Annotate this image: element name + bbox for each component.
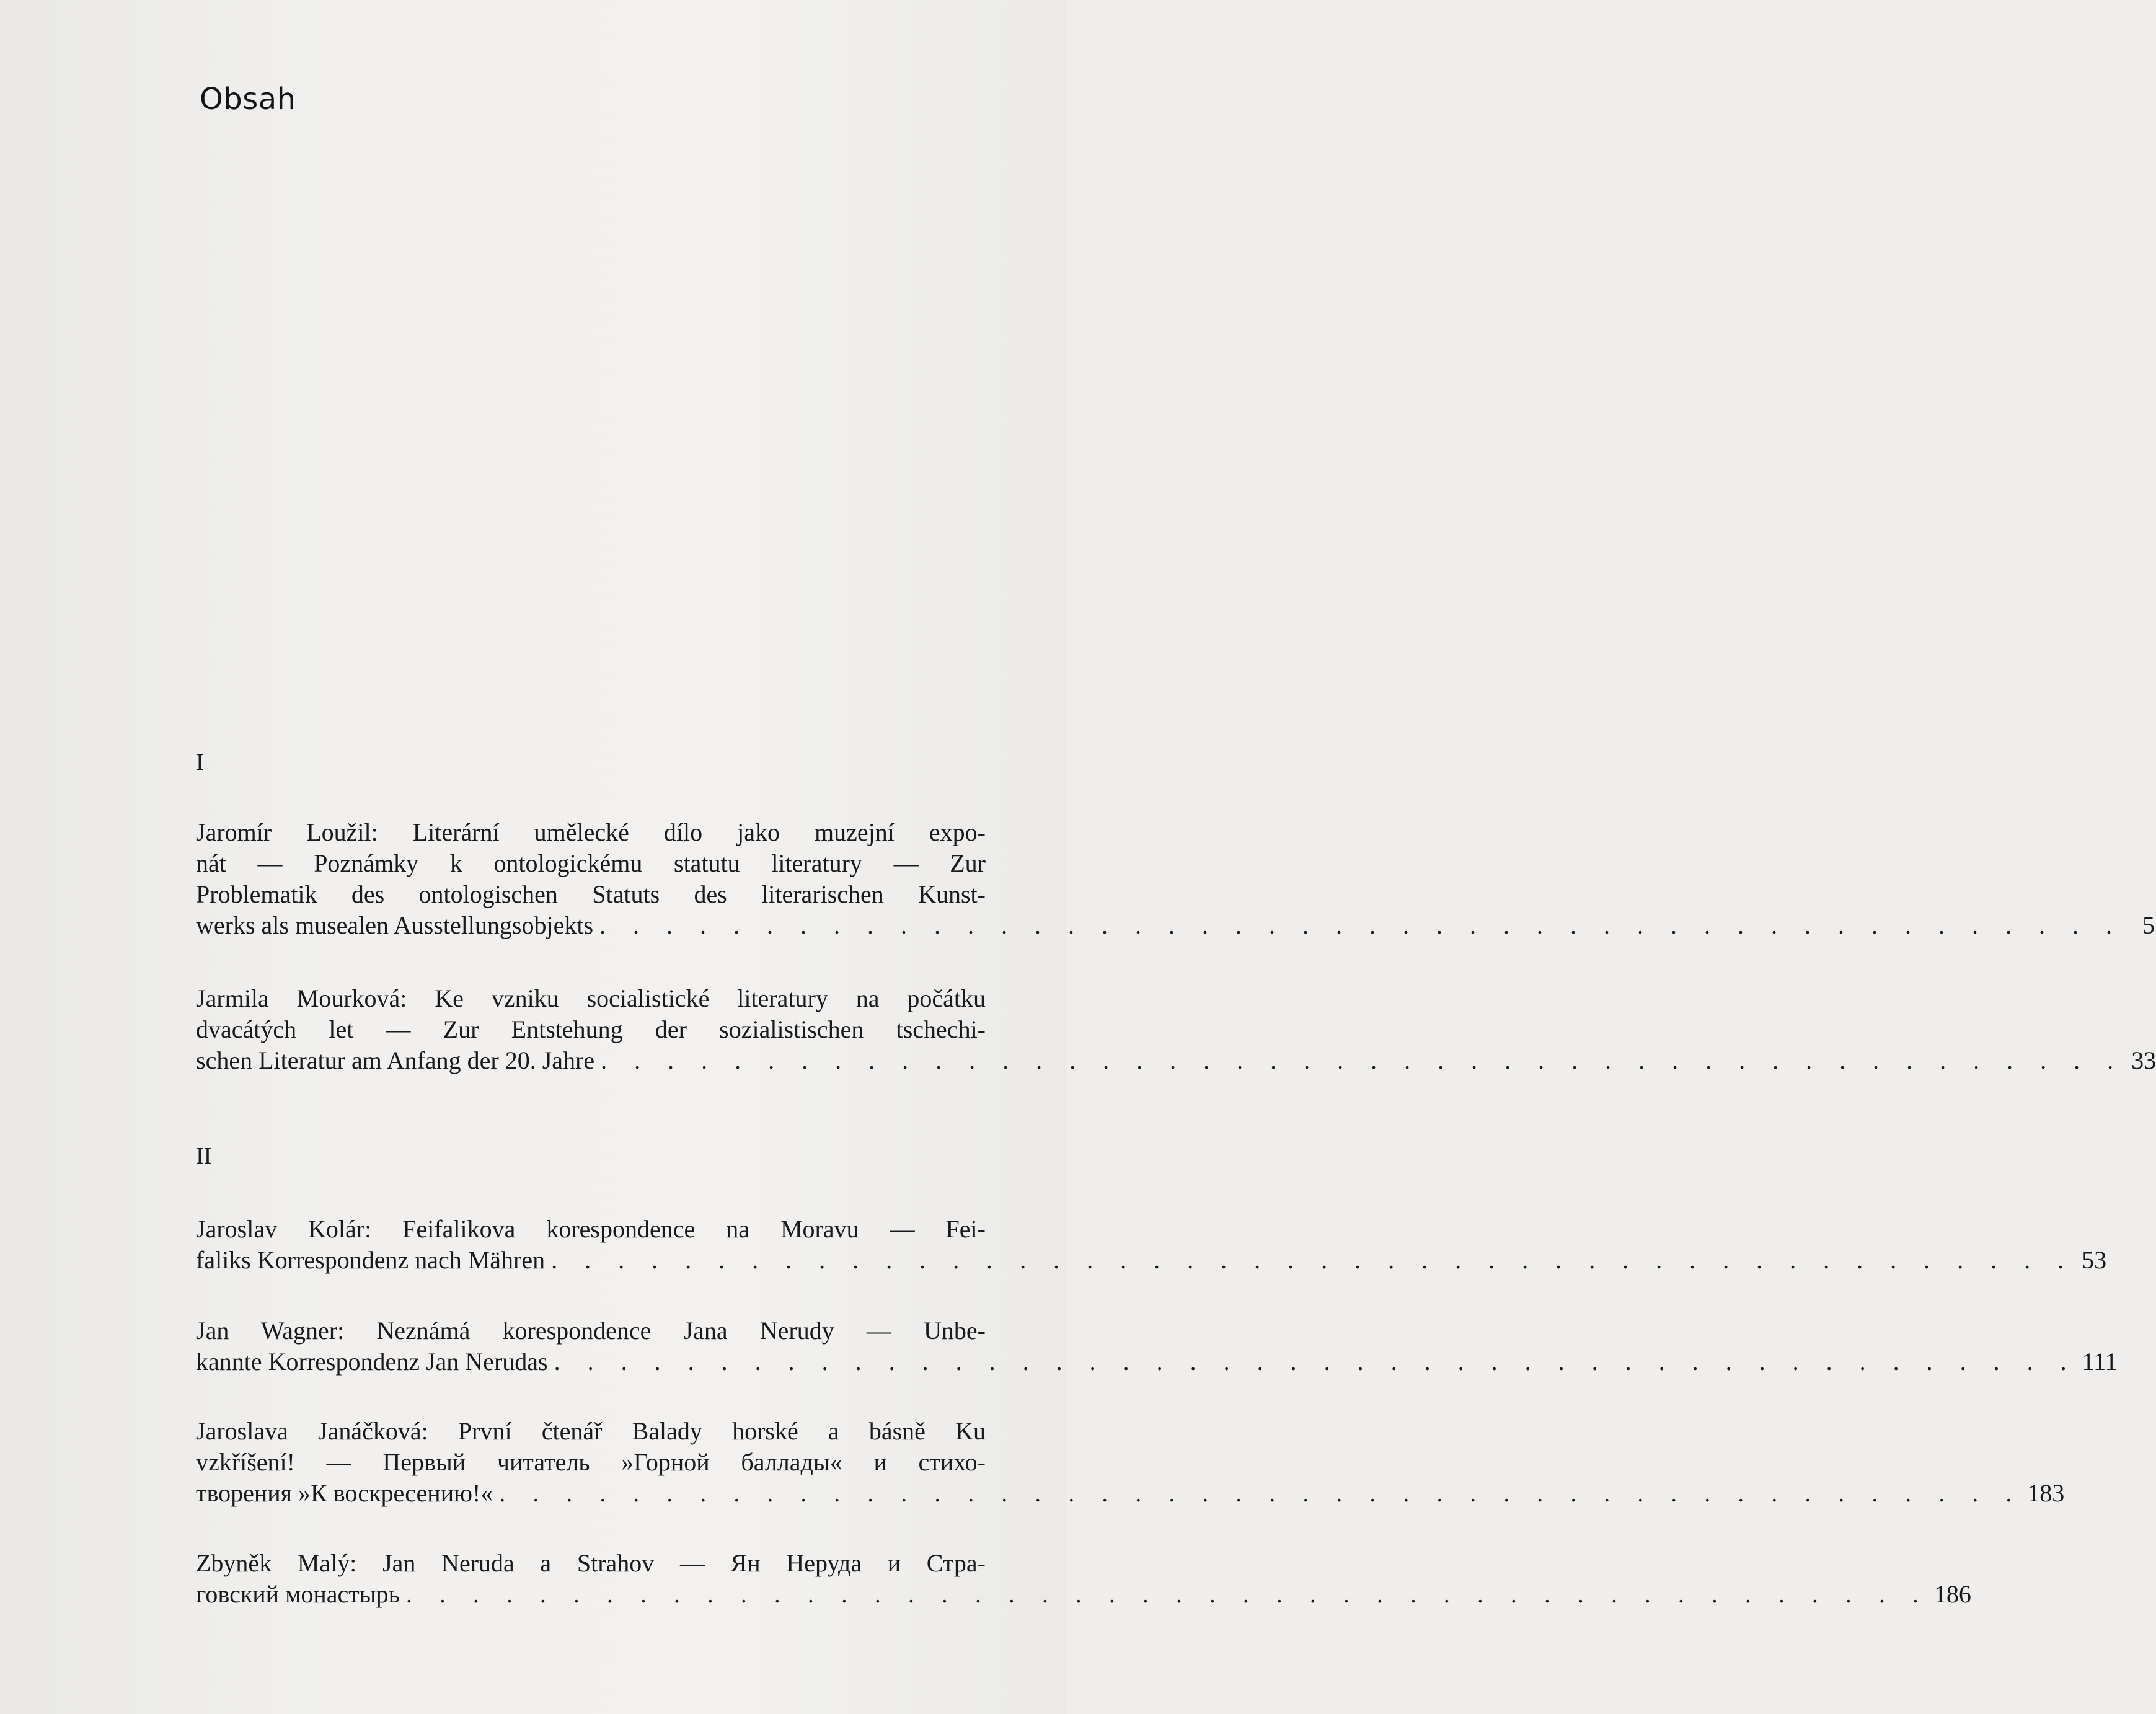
entry-last-line bbox=[196, 1579, 1971, 1610]
toc-entry-mourkova[interactable] bbox=[196, 983, 2156, 1076]
page-number: 186 bbox=[1933, 1580, 1971, 1608]
toc-entry-kolar[interactable] bbox=[196, 1214, 2107, 1276]
entry-last-line bbox=[196, 1346, 2118, 1377]
entry-line: творения »К воскресению!« bbox=[196, 1479, 493, 1507]
entry-last-line bbox=[196, 910, 2155, 941]
entry-line: dvacátých let — Zur Entstehung der sozialistischen tschechi- bbox=[196, 1015, 986, 1043]
entry-line: vzkříšení! — Первый читатель »Горной баллады« и стихо- bbox=[196, 1448, 986, 1476]
entry-line: faliks Korrespondenz nach Mähren bbox=[196, 1246, 546, 1274]
page-number: 33 bbox=[2131, 1046, 2156, 1074]
dot-leader: . . . . . . . . . . . . . . . . . . . . . . . . . . . . . . . . . . . . . . . . . . . . . . bbox=[499, 1479, 2023, 1507]
entry-line: говский монастырь bbox=[196, 1580, 400, 1608]
dot-leader: . . . . . . . . . . . . . . . . . . . . . . . . . . . . . . . . . . . . . . . . . . . . . . bbox=[601, 1046, 2124, 1074]
entry-line: Zbyněk Malý: Jan Neruda a Strahov — Ян Неруда и Стра- bbox=[196, 1549, 986, 1577]
dot-leader: . . . . . . . . . . . . . . . . . . . . . . . . . . . . . . . . . . . . . . . . . . . . . . bbox=[551, 1246, 2075, 1274]
entry-line: Jaroslava Janáčková: První čtenář Balady horské a básně Ku bbox=[196, 1417, 986, 1445]
toc-entry-wagner[interactable] bbox=[196, 1315, 2118, 1377]
contents-heading: Obsah bbox=[200, 82, 296, 117]
entry-line: nát — Poznámky k ontologickému statutu literatury — Zur bbox=[196, 849, 986, 877]
page-number: 5 bbox=[2142, 911, 2155, 939]
entry-line: Jaromír Loužil: Literární umělecké dílo jako muzejní expo- bbox=[196, 818, 986, 846]
entry-line: Jan Wagner: Neznámá korespondence Jana Nerudy — Unbe- bbox=[196, 1317, 986, 1345]
page-number: 183 bbox=[2027, 1479, 2065, 1507]
toc-entry-maly[interactable] bbox=[196, 1548, 1971, 1610]
entry-line: schen Literatur am Anfang der 20. Jahre bbox=[196, 1046, 595, 1074]
dot-leader: . . . . . . . . . . . . . . . . . . . . . . . . . . . . . . . . . . . . . . . . . . . . . . bbox=[554, 1348, 2077, 1376]
entry-line: werks als musealen Ausstellungsobjekts bbox=[196, 911, 594, 939]
entry-line: Jarmila Mourková: Ke vzniku socialistické literatury na počátku bbox=[196, 984, 986, 1012]
entry-line: Jaroslav Kolár: Feifalikova korespondence na Moravu — Fei- bbox=[196, 1215, 986, 1243]
toc-entry-janackova[interactable] bbox=[196, 1416, 2065, 1509]
entry-last-line bbox=[196, 1045, 2156, 1076]
page-number: 111 bbox=[2082, 1348, 2118, 1376]
dot-leader: . . . . . . . . . . . . . . . . . . . . . . . . . . . . . . . . . . . . . . . . . . . . . . bbox=[405, 1580, 1929, 1608]
entry-last-line bbox=[196, 1245, 2107, 1276]
toc-entry-louzil[interactable] bbox=[196, 817, 2155, 941]
dot-leader: . . . . . . . . . . . . . . . . . . . . . . . . . . . . . . . . . . . . . . . . . . . . . . bbox=[599, 911, 2123, 939]
entry-last-line bbox=[196, 1478, 2065, 1509]
section-label-i: I bbox=[196, 749, 204, 775]
page-number: 53 bbox=[2082, 1246, 2107, 1274]
entry-line: kannte Korrespondenz Jan Nerudas bbox=[196, 1348, 548, 1376]
entry-line: Problematik des ontologischen Statuts des literarischen Kunst- bbox=[196, 880, 986, 908]
section-label-ii: II bbox=[196, 1143, 212, 1169]
